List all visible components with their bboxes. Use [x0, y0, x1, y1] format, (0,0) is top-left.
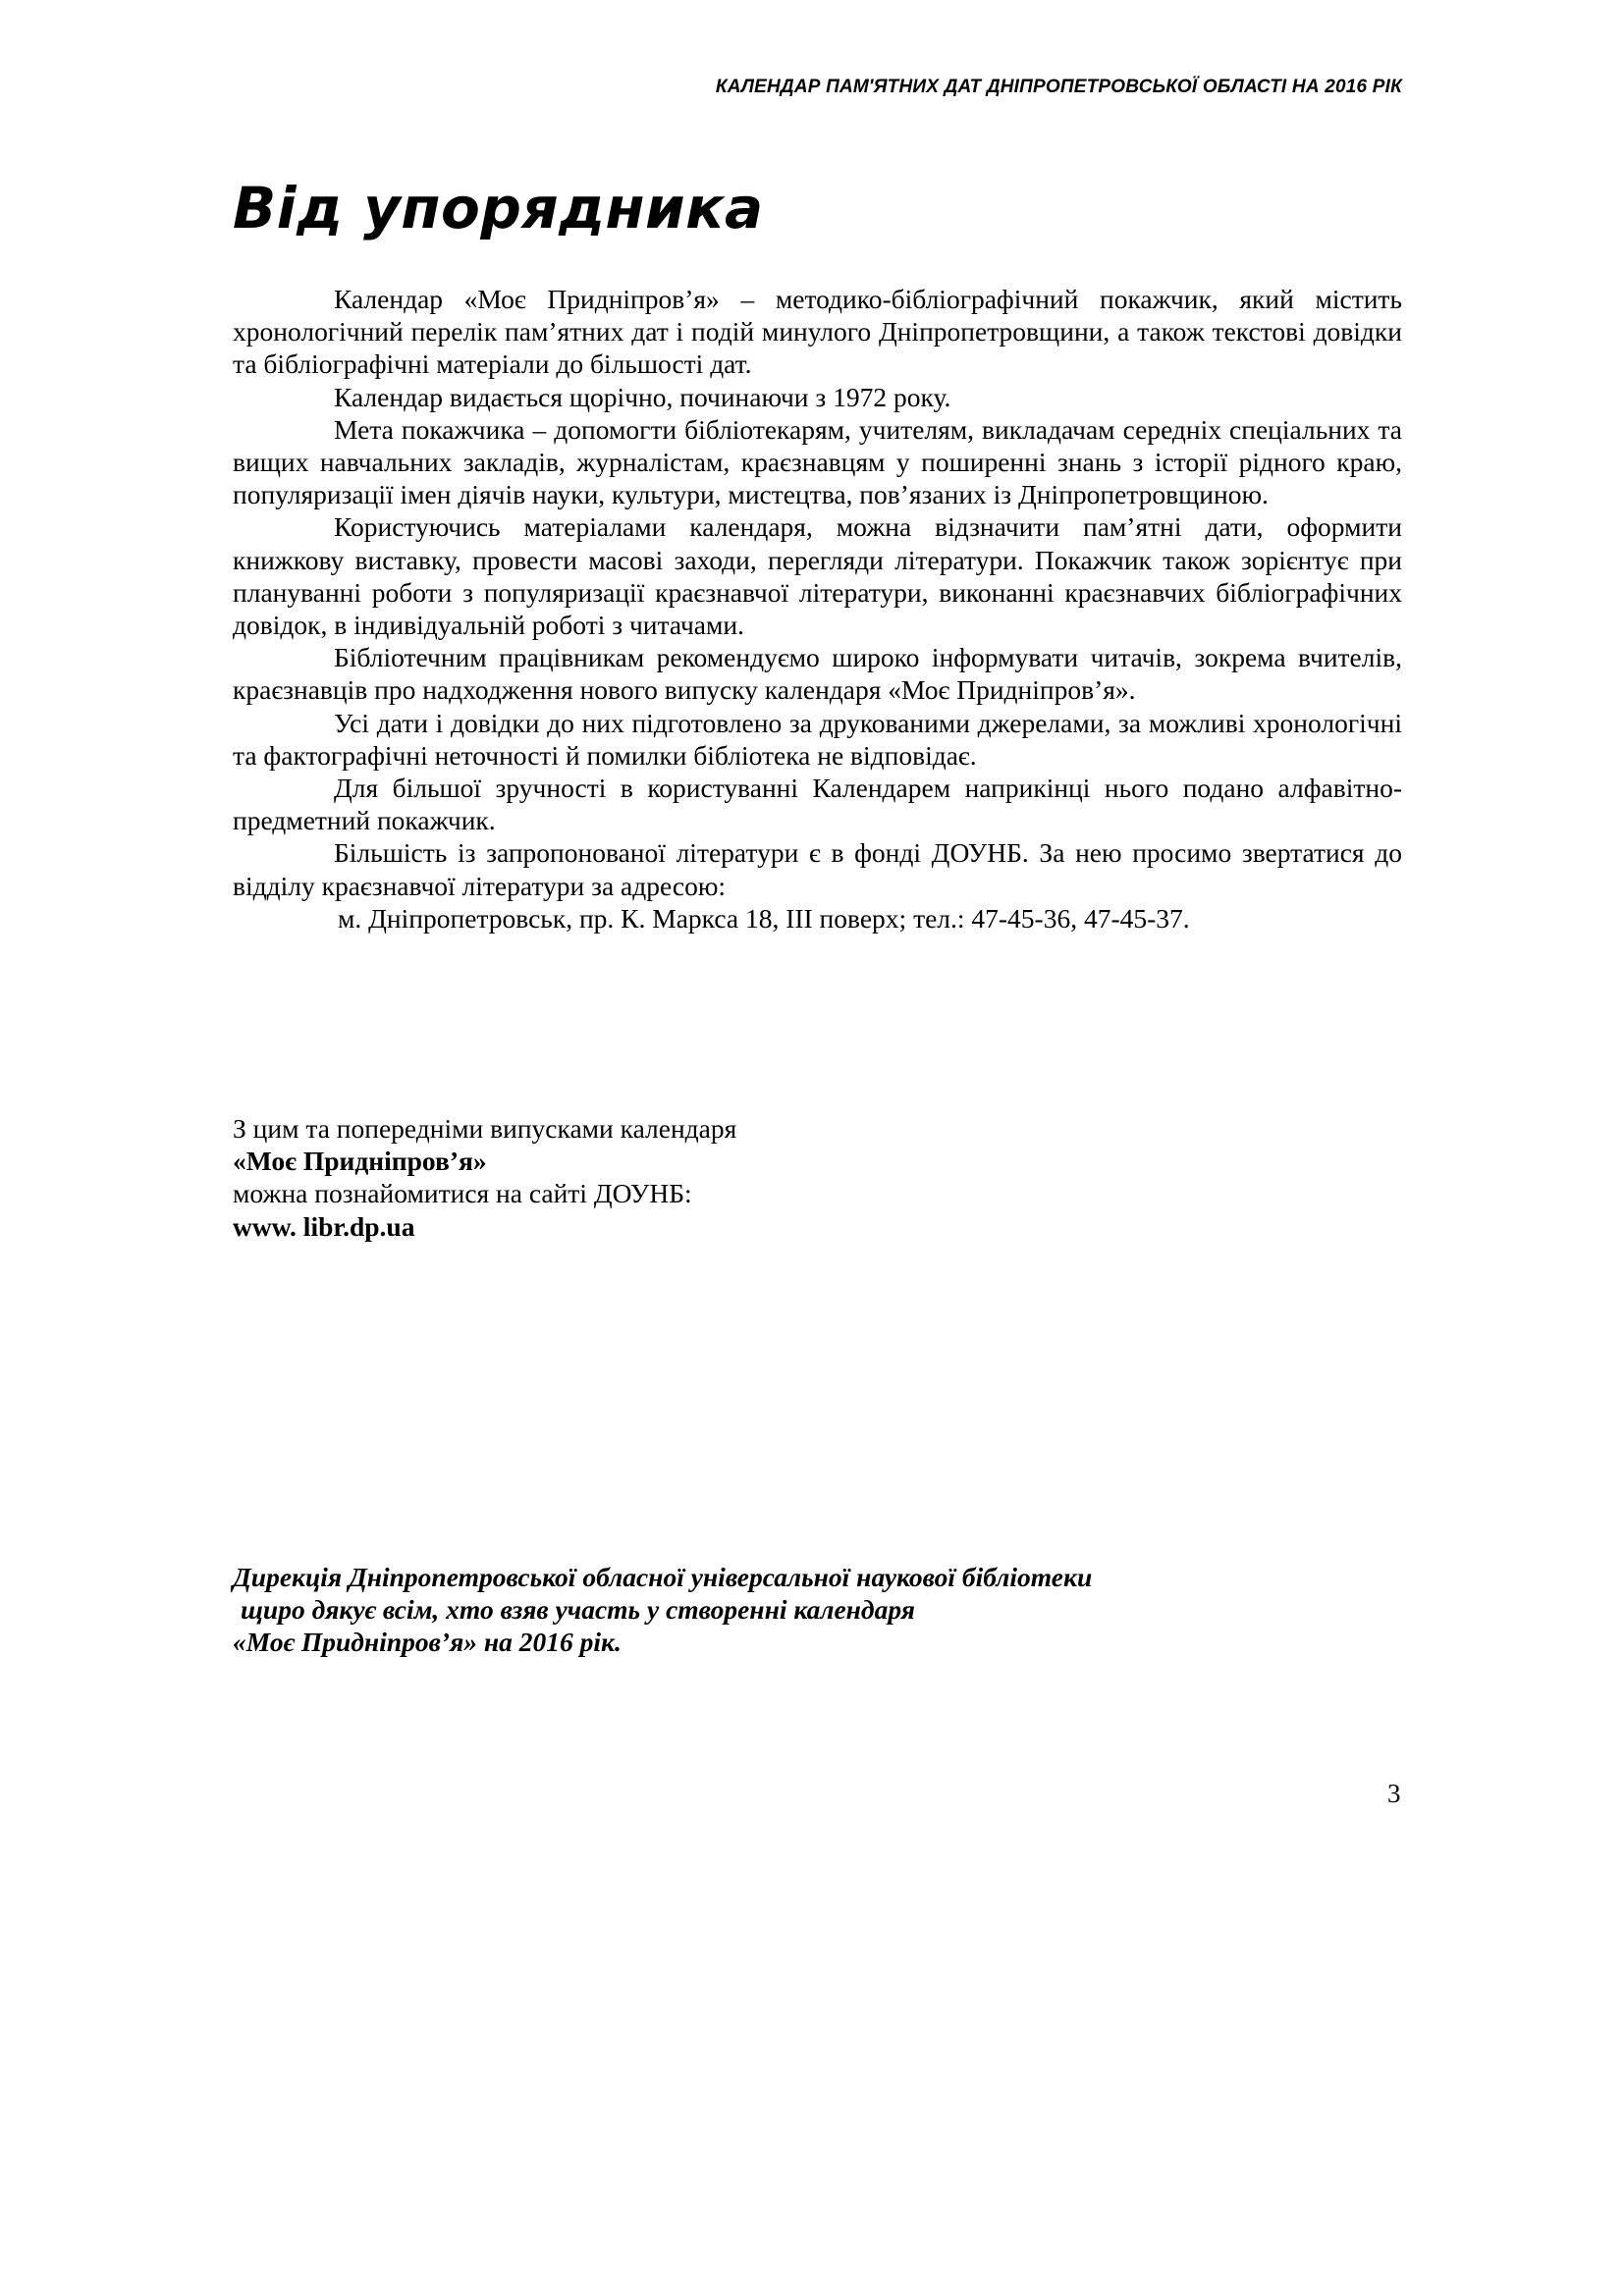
acknowledgement-line: «Моє Придніпров’я» на 2016 рік.	[233, 1627, 622, 1658]
paragraph-contact: Більшість із запропонованої літератури є в фонді ДОУНБ. За нею просимо звертатися до відділу краєзнавчої літератури за адресою:	[233, 837, 1402, 901]
site-note	[233, 1112, 736, 1243]
acknowledgement	[233, 1561, 1092, 1659]
acknowledgement-line: щиро дякує всім, хто взяв участь у створенні календаря	[241, 1594, 915, 1626]
paragraph-publication: Календар видається щорічно, починаючи з 1972 року.	[334, 381, 951, 412]
paragraph-intro: Календар «Моє Придніпров’я» – методико-бібліографічний покажчик, який містить хронологічний перелік пам’ятних дат і подій минулого Дніпропетровщини, а також текстові довідки та бібліографічні матеріали до більшості дат.	[233, 284, 1402, 380]
acknowledgement-line: Дирекція Дніпропетровської обласної універсальної наукової бібліотеки	[233, 1562, 1093, 1592]
paragraph-usage: Користуючись матеріалами календаря, можна відзначити пам’ятні дати, оформити книжкову виставку, провести масові заходи, перегляди літератури. Покажчик також зорієнтує при плануванні роботи з популяризації краєзнавчої літератури, виконанні краєзнавчих бібліографічних довідок, в індивідуальній роботі з читачами.	[233, 511, 1402, 641]
site-note-line: можна познайомитися на сайті ДОУНБ:	[233, 1178, 692, 1209]
paragraph-disclaimer: Усі дати і довідки до них підготовлено за друкованими джерелами, за можливі хронологічні та фактографічні неточності й помилки бібліотека не відповідає.	[233, 707, 1402, 771]
page-number: 3	[1387, 1779, 1401, 1808]
site-note-line: З цим та попередніми випусками календаря	[233, 1113, 737, 1144]
body-text	[233, 283, 1402, 934]
library-address: м. Дніпропетровськ, пр. К. Маркса 18, ІІІ поверх; тел.: 47-45-36, 47-45-37.	[338, 902, 1190, 934]
calendar-name: «Моє Придніпров’я»	[233, 1146, 487, 1177]
running-header: КАЛЕНДАР ПАМ'ЯТНИХ ДАТ ДНІПРОПЕТРОВСЬКОЇ ОБЛАСТІ НА 2016 РІК	[715, 77, 1402, 97]
paragraph-purpose: Мета покажчика – допомогти бібліотекарям, учителям, викладачам середніх спеціальних та вищих навчальних закладів, журналістам, краєзнавцям у поширенні знань з історії рідного краю, популяризації імен діячів науки, культури, мистецтва, пов’язаних із Дніпропетровщиною.	[233, 413, 1402, 510]
paragraph-index: Для більшої зручності в користуванні Календарем наприкінці нього подано алфавітно-предметний покажчик.	[233, 773, 1402, 836]
website-link[interactable]: www. libr.dp.ua	[233, 1210, 415, 1242]
page-title: Від упорядника	[233, 175, 764, 241]
paragraph-recommendation: Бібліотечним працівникам рекомендуємо широко інформувати читачів, зокрема вчителів, краєзнавців про надходження нового випуску календаря «Моє Придніпров’я».	[233, 642, 1402, 706]
